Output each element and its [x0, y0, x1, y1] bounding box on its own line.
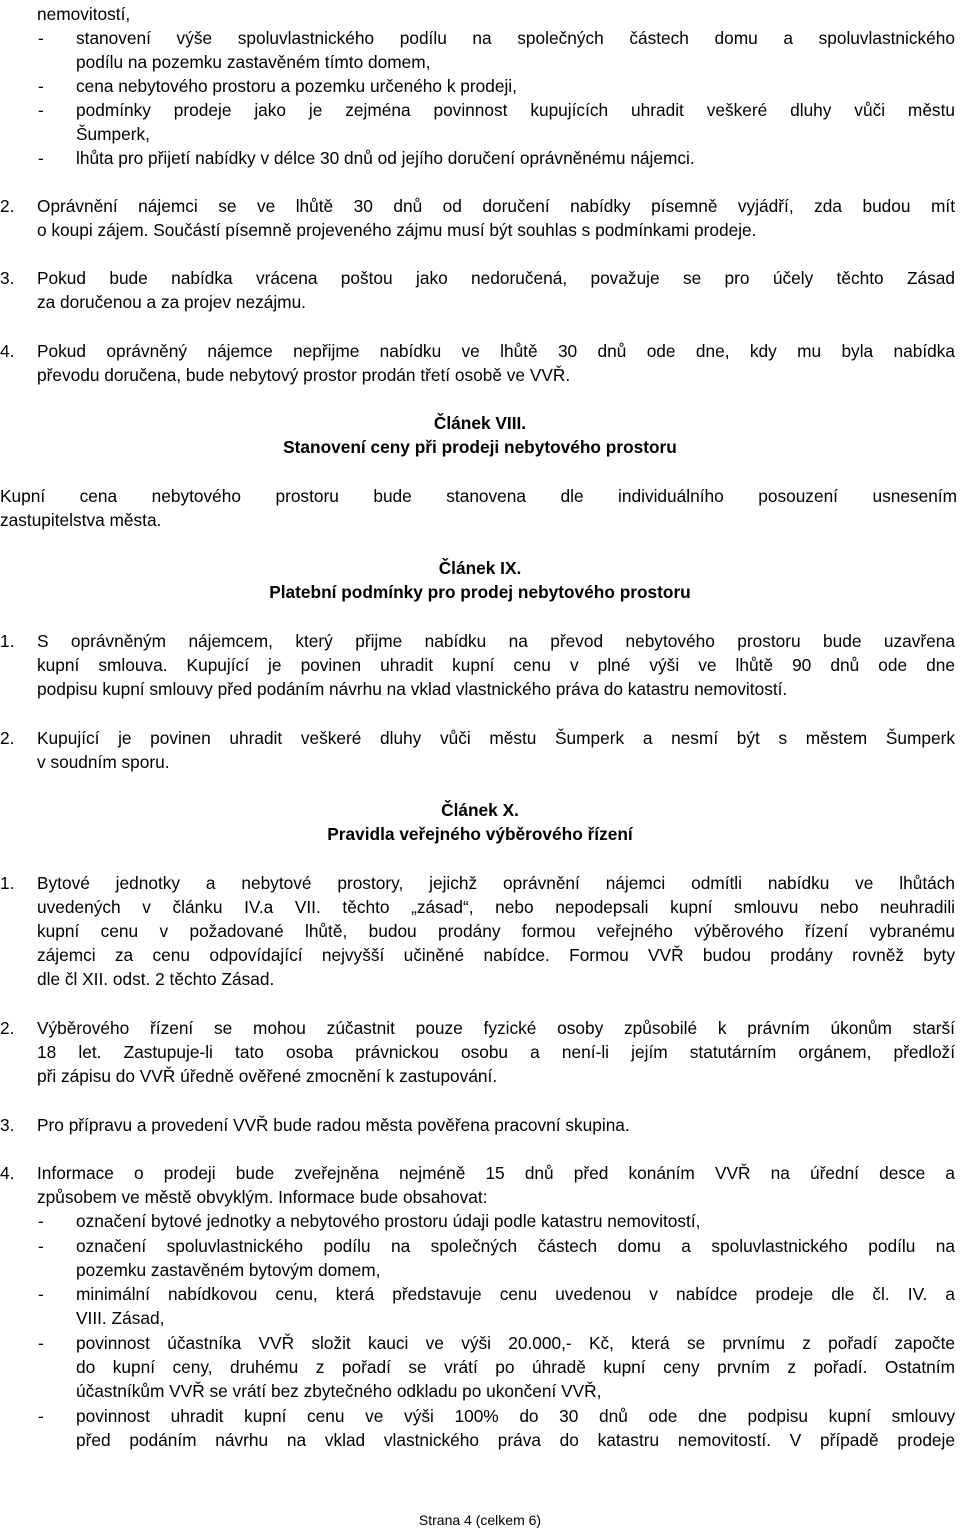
paragraph-number: 4.	[0, 341, 15, 361]
bullet-text: účastníkům VVŘ se vrátí bez zbytečného odkladu po ukončení VVŘ,	[76, 1381, 602, 1401]
bullet-dash: -	[38, 1211, 44, 1231]
bullet-dash: -	[38, 28, 44, 48]
article-title: Článek VIII.	[433, 413, 527, 433]
paragraph-number: 2.	[0, 1018, 15, 1038]
bullet-text: povinnost účastníka VVŘ složit kauci ve výši 20.000,- Kč, která se prvnímu z pořadí započte	[76, 1333, 955, 1353]
paragraph-number: 2.	[0, 728, 15, 748]
paragraph-text: Oprávnění nájemci se ve lhůtě 30 dnů od doručení nabídky písemně vyjádří, zda budou mít	[37, 196, 955, 216]
paragraph-text: převodu doručena, bude nebytový prostor prodán třetí osobě ve VVŘ.	[37, 365, 571, 385]
article-subtitle: Pravidla veřejného výběrového řízení	[327, 824, 633, 844]
intro-bullet-text: Šumperk,	[76, 124, 150, 144]
bullet-text: povinnost uhradit kupní cenu ve výši 100% do 30 dnů ode dne podpisu kupní smlouvy	[76, 1406, 955, 1426]
bullet-text: do kupní ceny, druhému z pořadí se vrátí po úhradě kupní ceny prvním z pořadí. Ostatním	[76, 1357, 955, 1377]
paragraph-text: Kupní cena nebytového prostoru bude stanovena dle individuálního posouzení usnesením	[0, 486, 957, 506]
paragraph-text: kupní cenu v požadované lhůtě, budou prodány formou veřejného výběrového řízení vybranému	[37, 921, 955, 941]
paragraph-text: S oprávněným nájemcem, který přijme nabídku na převod nebytového prostoru bude uzavřena	[37, 631, 955, 651]
bullet-text: VIII. Zásad,	[76, 1308, 165, 1328]
page-footer: Strana 4 (celkem 6)	[418, 1512, 542, 1528]
bullet-text: označení bytové jednotky a nebytového prostoru údaji podle katastru nemovitostí,	[76, 1211, 701, 1231]
paragraph-text: kupní smlouva. Kupující je povinen uhradit kupní cenu v plné výši ve lhůtě 90 dnů ode dne	[37, 655, 955, 675]
bullet-dash: -	[38, 1406, 44, 1426]
paragraph-text: při zápisu do VVŘ úředně ověřené zmocnění k zastupování.	[37, 1066, 498, 1086]
bullet-dash: -	[38, 1284, 44, 1304]
paragraph-text: Pro přípravu a provedení VVŘ bude radou města pověřena pracovní skupina.	[37, 1115, 630, 1135]
paragraph-number: 3.	[0, 1115, 15, 1135]
paragraph-number: 1.	[0, 631, 15, 651]
paragraph-text: Informace o prodeji bude zveřejněna nejméně 15 dnů před konáním VVŘ na úřední desce a	[37, 1163, 955, 1183]
intro-line: nemovitostí,	[37, 4, 131, 24]
bullet-dash: -	[38, 1333, 44, 1353]
paragraph-text: podpisu kupní smlouvy před podáním návrhu na vklad vlastnického práva do katastru nemovitostí.	[37, 679, 788, 699]
intro-bullet-text: cena nebytového prostoru a pozemku určeného k prodeji,	[76, 76, 517, 96]
paragraph-text: o koupi zájem. Součástí písemně projeveného zájmu musí být souhlas s podmínkami prodeje.	[37, 220, 757, 240]
paragraph-text: zájemci za cenu odpovídající nejvyšší učiněné nabídce. Formou VVŘ budou prodány rovněž byty	[37, 945, 955, 965]
paragraph-text: v soudním sporu.	[37, 752, 170, 772]
paragraph-text: 18 let. Zastupuje-li tato osoba právnickou osobu a není-li jejím statutárním orgánem, předloží	[37, 1042, 955, 1062]
paragraph-text: Kupující je povinen uhradit veškeré dluhy vůči městu Šumperk a nesmí být s městem Šumperk	[37, 728, 955, 748]
paragraph-number: 2.	[0, 196, 15, 216]
paragraph-text: způsobem ve městě obvyklým. Informace bude obsahovat:	[37, 1187, 488, 1207]
article-subtitle: Platební podmínky pro prodej nebytového prostoru	[269, 582, 691, 602]
paragraph-number: 3.	[0, 268, 15, 288]
bullet-text: označení spoluvlastnického podílu na společných částech domu a spoluvlastnického podílu na	[76, 1236, 955, 1256]
article-subtitle: Stanovení ceny při prodeji nebytového prostoru	[283, 437, 677, 457]
paragraph-number: 4.	[0, 1163, 15, 1183]
intro-bullet-text: lhůta pro přijetí nabídky v délce 30 dnů od jejího doručení oprávněnému nájemci.	[76, 148, 695, 168]
paragraph-text: Pokud oprávněný nájemce nepřijme nabídku ve lhůtě 30 dnů ode dne, kdy mu byla nabídka	[37, 341, 955, 361]
bullet-text: pozemku zastavěném bytovým domem,	[76, 1260, 381, 1280]
bullet-dash: -	[38, 76, 44, 96]
bullet-dash: -	[38, 148, 44, 168]
paragraph-text: Výběrového řízení se mohou zúčastnit pouze fyzické osoby způsobilé k právním úkonům starší	[37, 1018, 955, 1038]
article-title: Článek X.	[441, 800, 519, 820]
paragraph-text: za doručenou a za projev nezájmu.	[37, 292, 306, 312]
bullet-text: minimální nabídkovou cenu, která představuje cenu uvedenou v nabídce prodeje dle čl. IV. a	[76, 1284, 955, 1304]
paragraph-text: Bytové jednotky a nebytové prostory, jejichž oprávnění nájemci odmítli nabídku ve lhůtách	[37, 873, 955, 893]
paragraph-number: 1.	[0, 873, 15, 893]
intro-bullet-text: stanovení výše spoluvlastnického podílu na společných částech domu a spoluvlastnického	[76, 28, 955, 48]
paragraph-text: zastupitelstva města.	[0, 510, 162, 530]
article-title: Článek IX.	[438, 558, 522, 578]
bullet-dash: -	[38, 1236, 44, 1256]
intro-bullet-text: podmínky prodeje jako je zejména povinnost kupujících uhradit veškeré dluhy vůči městu	[76, 100, 955, 120]
paragraph-text: dle čl XII. odst. 2 těchto Zásad.	[37, 969, 275, 989]
bullet-dash: -	[38, 100, 44, 120]
paragraph-text: Pokud bude nabídka vrácena poštou jako nedoručená, považuje se pro účely těchto Zásad	[37, 268, 955, 288]
paragraph-text: uvedených v článku IV.a VII. těchto „zásad“, nebo nepodepsali kupní smlouvu nebo neuhradili	[37, 897, 955, 917]
bullet-text: před podáním návrhu na vklad vlastnického práva do katastru nemovitostí. V případě prodeje	[76, 1430, 955, 1450]
intro-bullet-text: podílu na pozemku zastavěném tímto domem,	[76, 52, 431, 72]
